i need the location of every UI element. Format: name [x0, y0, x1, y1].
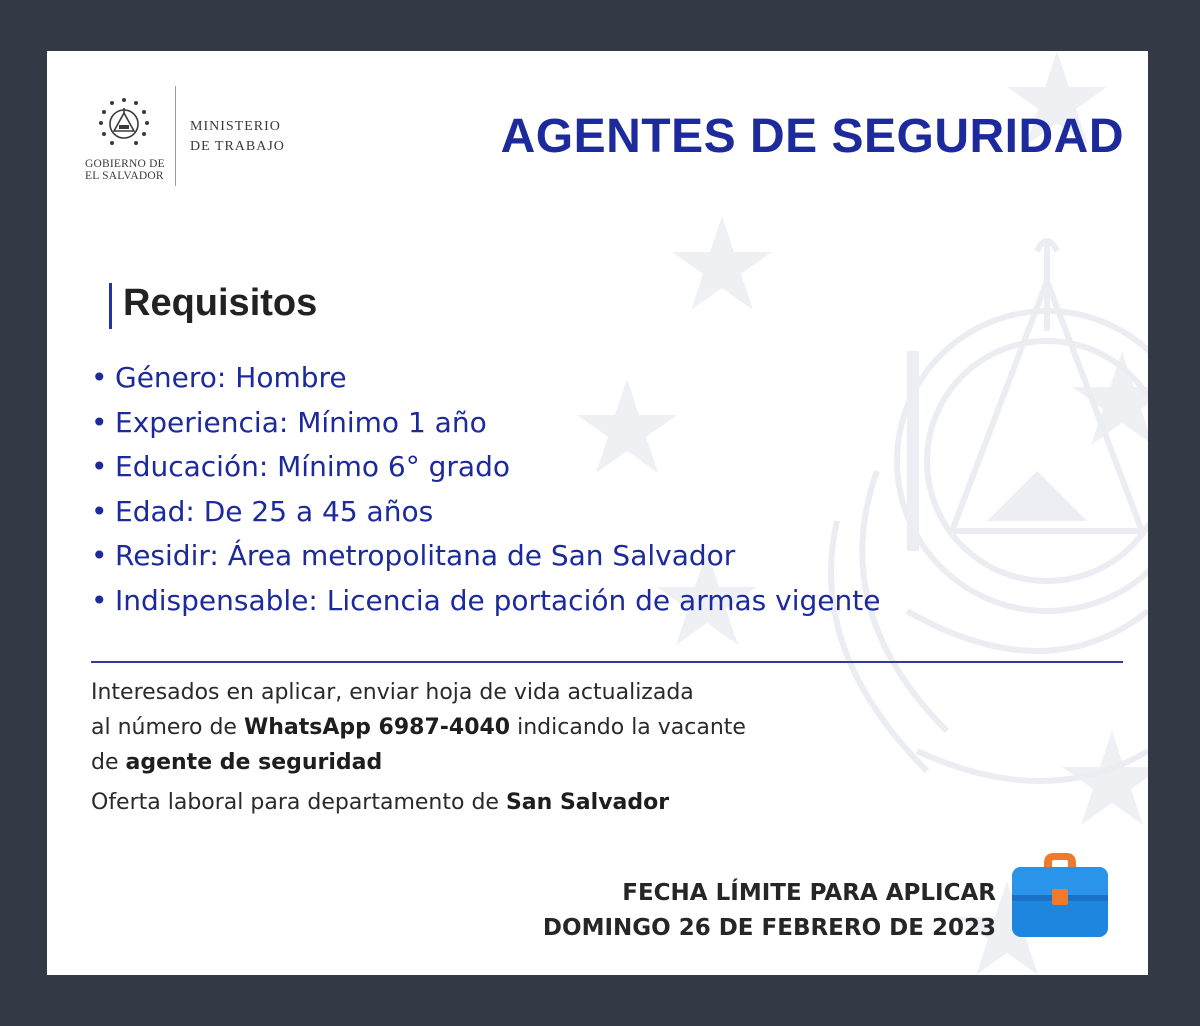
government-line-2: EL SALVADOR	[85, 170, 164, 182]
list-item	[91, 356, 880, 401]
application-line-1: Interesados en aplicar, enviar hoja de vida actualizada	[91, 680, 694, 705]
requirements-list	[91, 356, 880, 623]
bullet: •	[91, 450, 108, 483]
bullet: •	[91, 583, 108, 617]
deadline-label: FECHA LÍMITE PARA APLICAR	[622, 880, 996, 906]
bullet: •	[91, 361, 108, 394]
offer-prefix: Oferta laboral para departamento de	[91, 790, 506, 815]
ministry-name	[190, 117, 285, 157]
list-item	[91, 445, 880, 490]
application-instructions	[91, 675, 746, 780]
bullet: •	[91, 405, 108, 439]
requirement-education: Educación: Mínimo 6° grado	[115, 450, 510, 483]
application-line-2-prefix: al número de	[91, 715, 244, 740]
requirement-license: Indispensable: Licencia de portación de armas vigente	[115, 583, 881, 617]
briefcase-icon	[1010, 849, 1110, 939]
list-item	[91, 490, 880, 535]
requirement-experience: Experiencia: Mínimo 1 año	[115, 405, 487, 439]
requirement-gender: Género: Hombre	[115, 361, 347, 394]
list-item	[91, 579, 880, 624]
heading-accent-bar	[109, 283, 112, 329]
coat-of-arms-icon	[97, 96, 151, 150]
ministry-logo	[87, 86, 347, 196]
page-title: AGENTES DE SEGURIDAD	[500, 110, 1124, 163]
ministry-line-2: DE TRABAJO	[190, 139, 285, 154]
requirements-heading: Requisitos	[123, 282, 318, 324]
job-offer-location	[91, 785, 669, 820]
application-line-2-suffix: indicando la vacante	[510, 715, 746, 740]
list-item	[91, 401, 880, 446]
ministry-line-1: MINISTERIO	[190, 119, 281, 134]
vacancy-name: agente de seguridad	[125, 750, 383, 775]
deadline-block	[543, 876, 996, 946]
job-poster-card	[47, 51, 1148, 975]
application-line-3-prefix: de	[91, 750, 126, 775]
bullet: •	[91, 539, 108, 572]
deadline-date: DOMINGO 26 DE FEBRERO DE 2023	[542, 915, 996, 941]
government-line-1: GOBIERNO DE	[85, 158, 165, 170]
whatsapp-number: WhatsApp 6987-4040	[243, 715, 511, 740]
logo-divider	[175, 86, 176, 186]
government-name	[85, 158, 175, 182]
requirement-residence: Residir: Área metropolitana de San Salvador	[115, 539, 736, 572]
bullet: •	[91, 494, 108, 528]
list-item	[91, 534, 880, 579]
requirement-age: Edad: De 25 a 45 años	[115, 494, 434, 528]
offer-location: San Salvador	[505, 790, 670, 815]
section-divider	[91, 661, 1123, 663]
